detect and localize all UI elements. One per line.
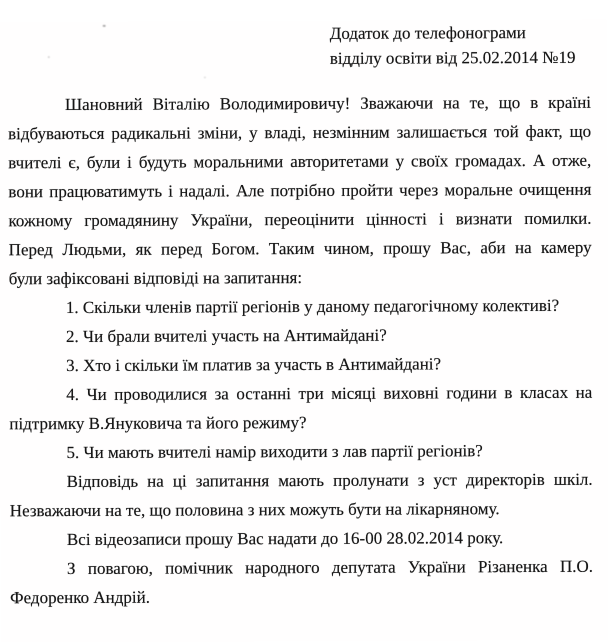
scan-speck <box>48 56 50 58</box>
annex-reference: відділу освіти від 25.02.2014 №19 <box>329 47 576 68</box>
question-1: 1. Скільки членів партії регіонів у даному педагогічному колективі? <box>65 295 560 318</box>
signature-line: З повагою, помічник народного депутата України Різаненка П.О. <box>66 556 594 579</box>
annex-header <box>330 20 597 71</box>
paragraph-line: кожному громадянину України, переоцінити цінності і визнати помилки. <box>8 208 592 231</box>
answers-instruction-continuation: Незважаючи на те, що половина з них можуть бути на лікарняному. <box>9 499 500 521</box>
paragraph-line: були зафіксовані відповіді на запитання: <box>8 268 303 289</box>
question-2: 2. Чи брали вчителі участь на Антимайдані? <box>65 325 387 347</box>
scan-speck <box>103 25 106 27</box>
question-3: 3. Хто і скільки їм платив за участь в Антимайдані? <box>66 354 442 376</box>
salutation-line: Шановний Віталію Володимировичу! Зважаючи на те, що в країні <box>64 92 592 115</box>
paragraph-line: вони працюватимуть і надалі. Але потрібно пройти через моральне очищення <box>8 179 592 202</box>
answers-instruction-line: Відповідь на ці запитання мають пролунати з уст директорів шкіл. <box>66 469 593 492</box>
scan-speck <box>204 76 206 78</box>
annex-title: Додаток до телефонограми <box>329 23 526 43</box>
paragraph-line: відбуваються радикальні зміни, у владі, незмінним залишається той факт, що <box>8 121 592 144</box>
letter-body <box>8 88 593 613</box>
paragraph-line: Перед Людьми, як перед Богом. Таким чином, прошу Вас, аби на камеру <box>8 237 592 260</box>
question-4-continuation: підтримку В.Януковича та його режиму? <box>9 412 307 434</box>
question-5: 5. Чи мають вчителі намір виходити з лав партії регіонів? <box>66 441 483 463</box>
paragraph-line: вчителі є, були і будуть моральними авторитетами у своїх громадах. А отже, <box>8 150 592 173</box>
deadline-line: Всі відеозаписи прошу Вас надати до 16-00 28.02.2014 року. <box>66 528 504 550</box>
question-4: 4. Чи проводилися за останні три місяці виховні години в класах на <box>66 382 593 405</box>
scanned-letter-page <box>0 20 608 642</box>
signature-name-line: Федоренко Андрій. <box>10 587 150 608</box>
